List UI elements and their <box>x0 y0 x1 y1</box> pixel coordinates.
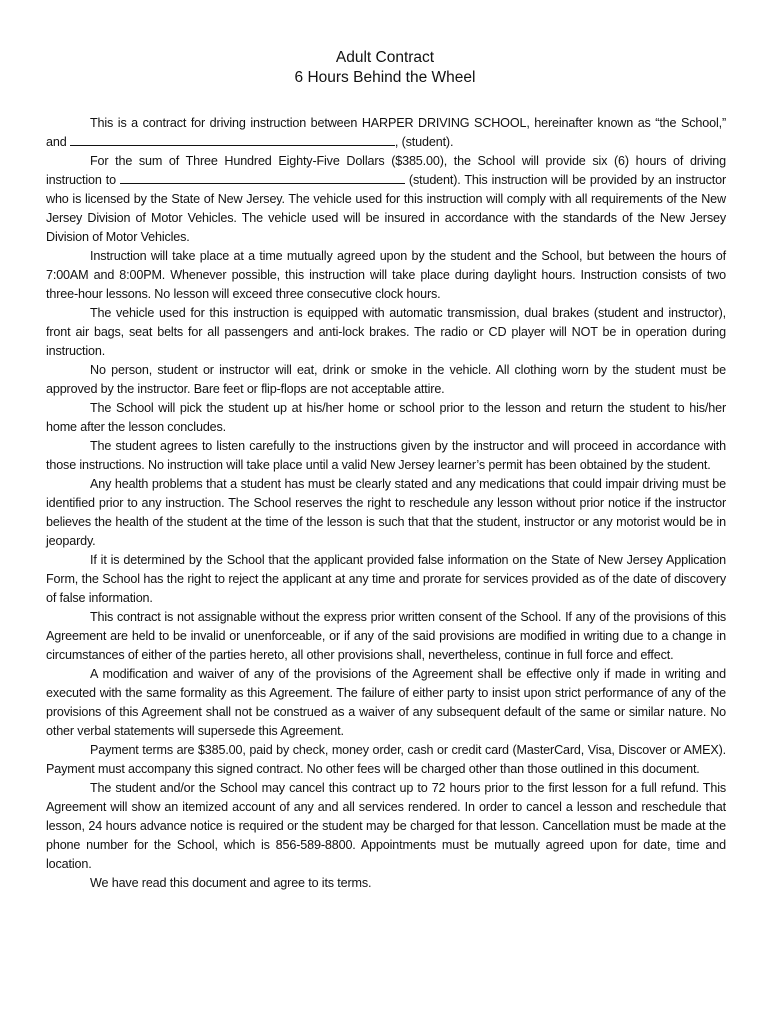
title-block <box>0 48 770 88</box>
paragraph-modification: A modification and waiver of any of the provisions of the Agreement shall be effective only if made in writing and executed with the same formality as this Agreement. The failure of either party to insist upon strict performance of any of the provisions of this Agreement shall not be construed as a waiver of any subsequent default of the same or similar nature. No other verbal statements will supersede this Agreement. <box>46 667 726 738</box>
paragraph-cancellation: The student and/or the School may cancel this contract up to 72 hours prior to the first lesson for a full refund. This Agreement will show an itemized account of any and all services rendered. In order to cancel a lesson and reschedule that lesson, 24 hours advance notice is required or the student may be charged for that lesson. Cancellation must be made at the phone number for the School, which is 856-589-8800. Appointments must be mutually agreed upon for date, time and location. <box>46 781 726 871</box>
school-party-name-blank[interactable] <box>70 133 395 146</box>
paragraph-schedule: Instruction will take place at a time mutually agreed upon by the student and the School, but between the hours of 7:00AM and 8:00PM. Whenever possible, this instruction will take place during daylight hours. Instruction consists of two three-hour lessons. No lesson will exceed three consecutive clock hours. <box>46 249 726 301</box>
paragraph-text: (student). This instruction will be provided by an instructor who is licensed by the State of New Jersey. The vehicle used for this instruction will comply with all requirements of the New Jersey Division of Motor Vehicles. The vehicle used will be insured in accordance with the standards of the New Jersey Division of Motor Vehicles. <box>46 173 726 244</box>
paragraph-pickup: The School will pick the student up at his/her home or school prior to the lesson and return the student to his/her home after the lesson concludes. <box>46 401 726 434</box>
paragraph-text: For the sum of Three Hundred Eighty-Five Dollars ($385.00), the School will provide six (6) hours of driving instruction to <box>46 154 726 187</box>
paragraph-conduct: No person, student or instructor will eat, drink or smoke in the vehicle. All clothing worn by the student must be approved by the instructor. Bare feet or flip-flops are not acceptable attire. <box>46 363 726 396</box>
paragraph-health: Any health problems that a student has must be clearly stated and any medications that could impair driving must be identified prior to any instruction. The School reserves the right to reschedule any lesson without prior notice if the instructor believes the health of the student at the time of the lesson is such that that the student, instructor or any motorist would be in jeopardy. <box>46 477 726 548</box>
paragraph-assignability: This contract is not assignable without the express prior written consent of the School. If any of the provisions of this Agreement are held to be invalid or unenforceable, or if any of the said provisions are modified in writing due to a change in circumstances of either of the parties hereto, all other provisions shall, nevertheless, continue in full force and effect. <box>46 610 726 662</box>
student-name-blank[interactable] <box>120 171 405 184</box>
contract-body <box>46 114 726 893</box>
paragraph-text: , (student). <box>394 135 454 149</box>
document-title: Adult Contract <box>335 49 435 66</box>
document-subtitle: 6 Hours Behind the Wheel <box>294 69 476 86</box>
paragraph-payment: Payment terms are $385.00, paid by check, money order, cash or credit card (MasterCard, Visa, Discover or AMEX). Payment must accompany this signed contract. No other fees will be charged other than those outlined in this document. <box>46 743 726 776</box>
paragraph-parties <box>46 114 726 152</box>
paragraph-instructions: The student agrees to listen carefully to the instructions given by the instructor and will proceed in accordance with those instructions. No instruction will take place until a valid New Jersey learner’s permit has been obtained by the student. <box>46 439 726 472</box>
paragraph-text: This is a contract for driving instruction between HARPER DRIVING SCHOOL, hereinafter known as “the School,” and <box>46 116 726 149</box>
paragraph-fee <box>46 152 726 247</box>
paragraph-vehicle: The vehicle used for this instruction is equipped with automatic transmission, dual brakes (student and instructor), front air bags, seat belts for all passengers and anti-lock brakes. The radio or CD player will NOT be in operation during instruction. <box>46 306 726 358</box>
paragraph-false-information: If it is determined by the School that the applicant provided false information on the State of New Jersey Application Form, the School has the right to reject the applicant at any time and prorate for services provided as of the date of discovery of false information. <box>46 553 726 605</box>
paragraph-agreement: We have read this document and agree to its terms. <box>90 876 372 890</box>
